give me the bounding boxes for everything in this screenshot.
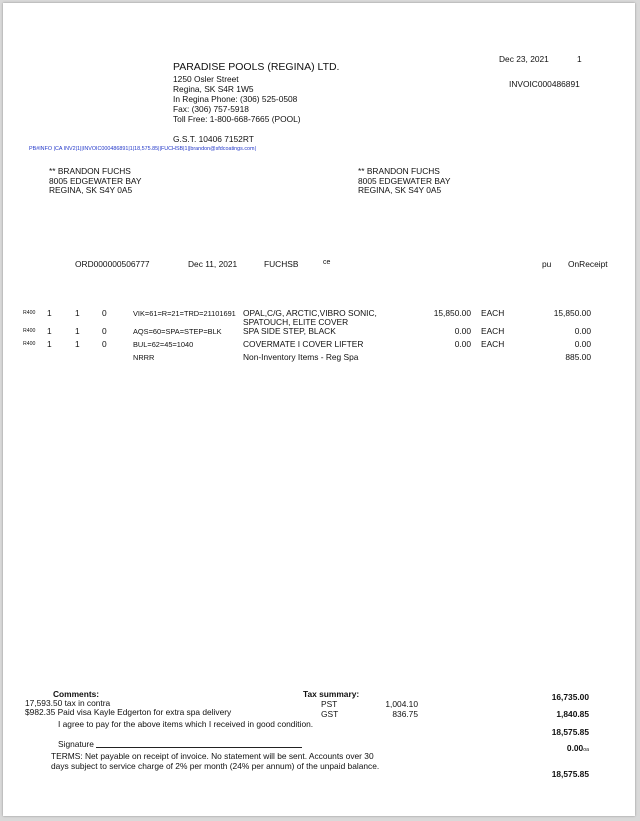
company-address-2: Regina, SK S4R 1W5 bbox=[173, 84, 254, 94]
item-code: VIK=61=R=21=TRD=21101691 bbox=[133, 309, 236, 318]
pst-label: PST bbox=[321, 699, 338, 709]
company-tollfree: Toll Free: 1-800-668-7665 (POOL) bbox=[173, 114, 301, 124]
item-amount: 15,850.00 bbox=[553, 308, 591, 318]
item-qty-backorder: 0 bbox=[102, 326, 107, 336]
signature-line bbox=[96, 747, 302, 748]
item-description: COVERMATE I COVER LIFTER bbox=[243, 339, 364, 349]
item-code: AQS=60=SPA=STEP=BLK bbox=[133, 327, 222, 336]
company-gst: G.S.T. 10406 7152RT bbox=[173, 134, 254, 144]
comment-line-2: $982.35 Paid visa Kayle Edgerton for extra spa delivery bbox=[25, 707, 232, 717]
tax-summary-heading: Tax summary: bbox=[303, 689, 360, 699]
item-code: BUL=62=45=1040 bbox=[133, 340, 194, 349]
order-date: Dec 11, 2021 bbox=[188, 259, 238, 269]
item-price: 0.00 bbox=[454, 326, 471, 336]
gst-label: GST bbox=[321, 709, 339, 719]
item-code: NRRR bbox=[133, 353, 155, 362]
item-description: Non-Inventory Items - Reg Spa bbox=[243, 352, 359, 362]
item-qty-ordered: 1 bbox=[47, 308, 52, 318]
item-qty-ordered: 1 bbox=[47, 339, 52, 349]
item-qty-shipped: 1 bbox=[75, 326, 80, 336]
item-warehouse: R400 bbox=[23, 341, 36, 347]
item-unit: EACH bbox=[481, 326, 505, 336]
item-description: OPAL,C/G, ARCTIC,VIBRO SONIC, bbox=[243, 308, 377, 318]
pst-amount: 1,004.10 bbox=[385, 699, 418, 709]
item-description: SPA SIDE STEP, BLACK bbox=[243, 326, 336, 336]
company-phone: In Regina Phone: (306) 525-0508 bbox=[173, 94, 298, 104]
item-qty-shipped: 1 bbox=[75, 339, 80, 349]
shipto-name: ** BRANDON FUCHS bbox=[358, 166, 440, 176]
order-number: ORD000000506777 bbox=[75, 259, 150, 269]
paid-amount-value: 0.00 bbox=[566, 743, 584, 753]
item-amount: 0.00 bbox=[574, 339, 591, 349]
item-amount: 885.00 bbox=[565, 352, 591, 362]
item-qty-backorder: 0 bbox=[102, 308, 107, 318]
comment-line-1: 17,593.50 tax in contra bbox=[25, 698, 111, 708]
billto-city: REGINA, SK S4Y 0A5 bbox=[49, 185, 133, 195]
terms-line-2: days subject to service charge of 2% per month (24% per annum) of the unpaid balance. bbox=[51, 761, 380, 771]
signature-label: Signature bbox=[58, 739, 94, 749]
shipto-city: REGINA, SK S4Y 0A5 bbox=[358, 185, 442, 195]
subtotal-amount: 16,735.00 bbox=[551, 692, 589, 702]
page-number: 1 bbox=[577, 54, 582, 64]
order-pu: pu bbox=[542, 259, 552, 269]
item-warehouse: R400 bbox=[23, 310, 36, 316]
company-address-1: 1250 Osler Street bbox=[173, 74, 239, 84]
agreement-text: I agree to pay for the above items which I received in good condition. bbox=[58, 719, 314, 729]
order-shipping: OnReceipt bbox=[568, 259, 608, 269]
paid-suffix: oa bbox=[583, 747, 589, 753]
terms-line-1: TERMS: Net payable on receipt of invoice. No statement will be sent. Accounts over 30 bbox=[51, 751, 374, 761]
order-ce: ce bbox=[323, 259, 331, 266]
item-qty-backorder: 0 bbox=[102, 339, 107, 349]
company-name: PARADISE POOLS (REGINA) LTD. bbox=[173, 61, 340, 73]
invoice-date: Dec 23, 2021 bbox=[499, 54, 549, 64]
invoice-page bbox=[3, 3, 635, 816]
paid-amount bbox=[513, 743, 589, 754]
tax-total-amount: 1,840.85 bbox=[556, 709, 589, 719]
item-warehouse: R400 bbox=[23, 328, 36, 334]
item-price: 0.00 bbox=[454, 339, 471, 349]
balance-due-amount: 18,575.85 bbox=[551, 769, 589, 779]
item-price: 15,850.00 bbox=[433, 308, 471, 318]
company-fax: Fax: (306) 757-5918 bbox=[173, 104, 249, 114]
gst-amount: 836.75 bbox=[392, 709, 418, 719]
item-unit: EACH bbox=[481, 308, 505, 318]
pb-info-line: PB#INFO |CA INV2|1||INVOIC000486891|1|18,575.85||FUCHSB|1||brandon@sfdcoatings.com| bbox=[29, 146, 256, 152]
shipto-street: 8005 EDGEWATER BAY bbox=[358, 176, 451, 186]
billto-name: ** BRANDON FUCHS bbox=[49, 166, 131, 176]
comments-heading: Comments: bbox=[53, 689, 100, 699]
item-description-2: SPATOUCH, ELITE COVER bbox=[243, 317, 349, 327]
item-qty-ordered: 1 bbox=[47, 326, 52, 336]
item-unit: EACH bbox=[481, 339, 505, 349]
billto-street: 8005 EDGEWATER BAY bbox=[49, 176, 142, 186]
grand-total-amount: 18,575.85 bbox=[551, 727, 589, 737]
item-amount: 0.00 bbox=[574, 326, 591, 336]
order-customer-code: FUCHSB bbox=[264, 259, 299, 269]
invoice-number: INVOIC000486891 bbox=[509, 79, 580, 89]
item-qty-shipped: 1 bbox=[75, 308, 80, 318]
